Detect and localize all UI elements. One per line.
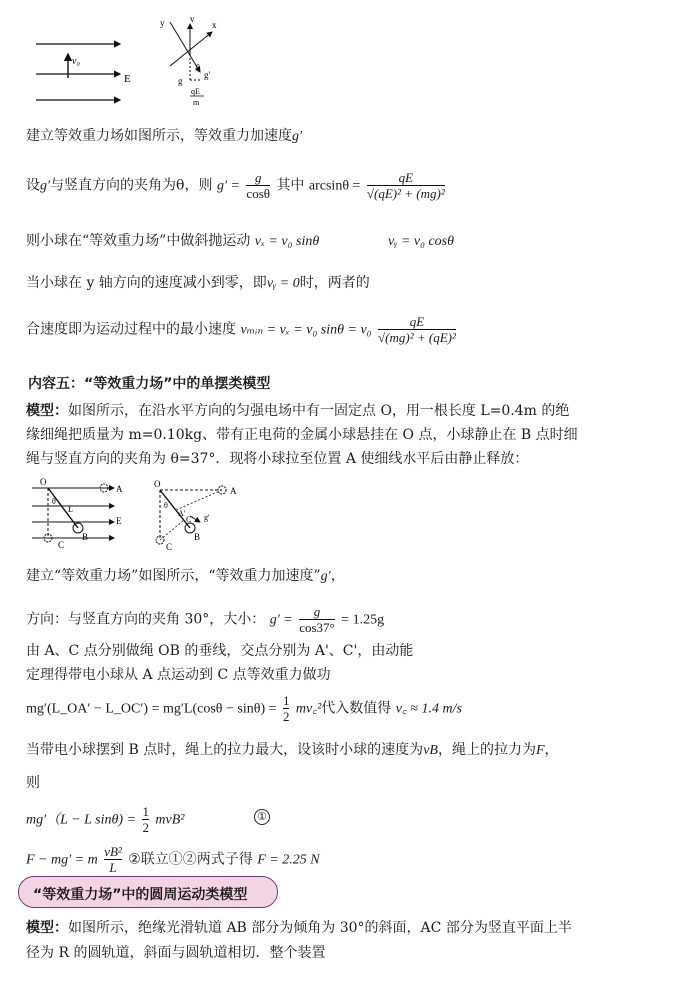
svg-text:A: A — [116, 484, 123, 494]
axis-x-line — [170, 32, 212, 66]
para-2: 设g′与竖直方向的夹角为θ，则 g′ = $\frac{g}{\cos\theta}$ 其中 arcsinθ = $\frac{qE}{\text{√(qE)² + (mg)²}}$ — [26, 170, 445, 201]
para-1: 建立等效重力场如图所示，等效重力加速度g′ — [26, 128, 303, 144]
svg-text:O: O — [40, 477, 47, 487]
v0-label: v₀ — [72, 56, 80, 67]
equation-1: mg′（L − L sinθ) = $\frac{1}{2}$ mvB² — [26, 804, 185, 835]
para-10: mg′(L_OA′ − L_OC′) = mg′L(cosθ − sinθ) = $\frac{1}{2}$ mv꜀²代入数值得 v꜀ ≈ 1.4 m/s — [26, 693, 462, 724]
E-label: E — [124, 73, 131, 85]
svg-text:θ: θ — [164, 501, 168, 510]
equation-2: F − mg′ = m $\frac{\text{vB²}}{L}$ ②联立①②两式子得 F = 2.25 N — [26, 844, 320, 875]
section-6-line-1: 模型：如图所示，绝缘光滑轨道 AB 部分为倾角为 30°的斜面，AC 部分为竖直平面上半 — [26, 920, 572, 936]
gp-frac: $\frac{g}{\cos 37^\circ}$ — [299, 604, 335, 635]
half-frac: $\frac{1}{2}$ — [282, 693, 290, 724]
eq1-number: ① — [254, 808, 270, 825]
svg-text:θ: θ — [52, 497, 56, 506]
arcsin-frac: $\frac{qE}{\text{√(qE)² + (mg)²}}$ — [366, 170, 445, 201]
g-over-cos-frac: $\frac{g}{\cos\theta}$ — [246, 170, 270, 201]
vmin-frac: $\frac{qE}{\text{√(mg)² + (qE)²}}$ — [378, 314, 456, 345]
para-7: 方向：与竖直方向的夹角 30°，大小： g′ = $\frac{g}{\cos 37^\circ}$ = 1.25g — [26, 604, 385, 635]
svg-text:B: B — [82, 532, 89, 542]
para-9: 定理得带电小球从 A 点运动到 C 点等效重力做功 — [26, 667, 331, 683]
para-8: 由 A、C 点分别做绳 OB 的垂线，交点分别为 A'、C'，由动能 — [26, 643, 414, 659]
section-5-line-1: 模型：如图所示，在沿水平方向的匀强电场中有一固定点 O，用一根长度 L=0.4m 的绝 — [26, 403, 570, 419]
v-label: v — [190, 14, 195, 24]
para-11: 当带电小球摆到 B 点时，绳上的拉力最大，设该时小球的速度为vB，绳上的拉力为F， — [26, 742, 559, 758]
svg-text:g': g' — [204, 513, 210, 522]
para-3-vy: vᵧ = v₀ cosθ — [388, 234, 455, 249]
svg-text:A': A' — [178, 509, 186, 518]
section-6-heading: “等效重力场”中的圆周运动类模型 — [33, 887, 248, 903]
pendulum-diagram-2 — [150, 478, 244, 554]
gp-label: g' — [204, 70, 211, 80]
g-label: g — [178, 76, 183, 86]
svg-text:C: C — [166, 542, 173, 552]
svg-text:E: E — [116, 516, 122, 526]
para-5: 合速度即为运动过程中的最小速度 vₘᵢₙ = vₓ = v₀ sinθ = v₀ $\frac{qE}{\text{√(mg)² + (qE)²}}$ — [26, 314, 456, 345]
svg-text:L: L — [68, 504, 74, 514]
qE-label: qE — [191, 87, 200, 96]
axis-x-label: x — [212, 20, 217, 30]
section-5-heading: 内容五：“等效重力场”中的单摆类模型 — [28, 376, 271, 392]
section-6-heading-pill — [18, 876, 278, 908]
section-5-line-2: 缘细绳把质量为 m=0.10kg、带有正电荷的金属小球悬挂在 O 点，小球静止在 B 点时细 — [26, 427, 578, 443]
axis-y-label: y — [160, 18, 165, 28]
theta-label: θ — [196, 63, 200, 72]
para-3: 则小球在“等效重力场”中做斜抛运动 vₓ = v₀ sinθ — [26, 233, 320, 249]
svg-text:A: A — [230, 486, 237, 496]
svg-text:O: O — [154, 479, 161, 489]
para-4: 当小球在 y 轴方向的速度减小到零，即vᵧ = 0时，两者的 — [26, 275, 370, 291]
m-label: m — [193, 98, 200, 107]
svg-text:C: C — [58, 540, 65, 550]
svg-text:B: B — [194, 532, 201, 542]
svg-text:C': C' — [186, 515, 193, 524]
para-12: 则 — [26, 775, 40, 791]
para-6: 建立“等效重力场”如图所示，“等效重力加速度”g′， — [26, 568, 345, 584]
section-5-line-3: 绳与竖直方向的夹角为 θ=37°．现将小球拉至位置 A 使细线水平后由静止释放： — [26, 451, 529, 467]
section-6-line-2: 径为 R 的圆轨道，斜面与圆轨道相切．整个装置 — [26, 945, 326, 961]
eq1-half-frac: $\frac{1}{2}$ — [142, 804, 149, 835]
axes-diagram-1 — [150, 14, 230, 110]
eq2-frac: $\frac{\text{vB²}}{L}$ — [104, 844, 122, 875]
pendulum-diagram-1 — [28, 476, 134, 552]
